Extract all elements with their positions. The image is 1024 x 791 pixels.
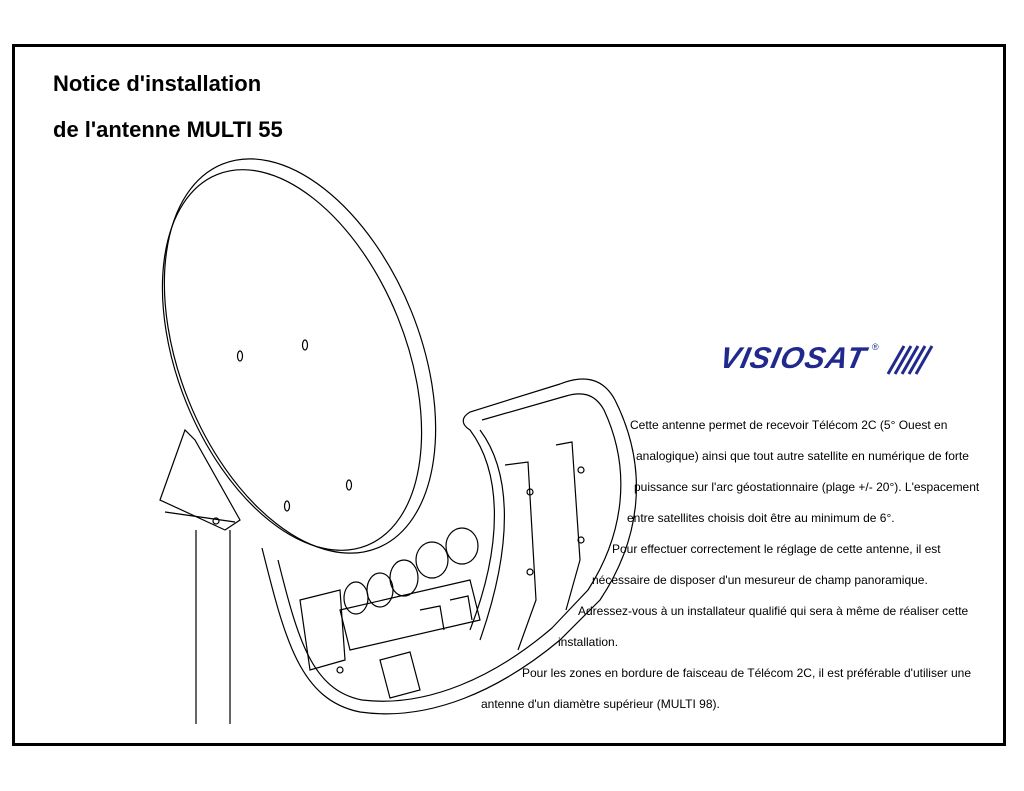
description-line: Cette antenne permet de recevoir Télécom 2C (5° Ouest en	[630, 418, 948, 432]
description-line: installation.	[558, 635, 619, 649]
visiosat-logo	[716, 336, 920, 384]
description-line: analogique) ainsi que tout autre satellite en numérique de forte	[636, 449, 969, 463]
dish-reflector	[111, 119, 489, 593]
mast	[160, 430, 240, 724]
description-line: nécessaire de disposer d'un mesureur de champ panoramique.	[592, 573, 928, 587]
description-line: puissance sur l'arc géostationnaire (plage +/- 20°). L'espacement	[634, 480, 980, 494]
brand-name: VISIOSAT	[716, 342, 870, 375]
description-line: entre satellites choisis doit être au minimum de 6°.	[627, 511, 895, 525]
lnb-cluster	[300, 528, 480, 698]
description-line: Pour les zones en bordure de faisceau de Télécom 2C, il est préférable d'utiliser une	[522, 666, 971, 680]
description-line: antenne d'un diamètre supérieur (MULTI 98).	[481, 697, 720, 711]
logo-stripes-icon	[878, 340, 938, 380]
registered-mark: ®	[872, 342, 879, 352]
description-line: Adressez-vous à un installateur qualifié qui sera à même de réaliser cette	[578, 604, 969, 618]
page-title-line-2: de l'antenne MULTI 55	[53, 117, 283, 142]
description-line: Pour effectuer correctement le réglage de cette antenne, il est	[612, 542, 941, 556]
page-title-line-1: Notice d'installation	[53, 71, 262, 96]
